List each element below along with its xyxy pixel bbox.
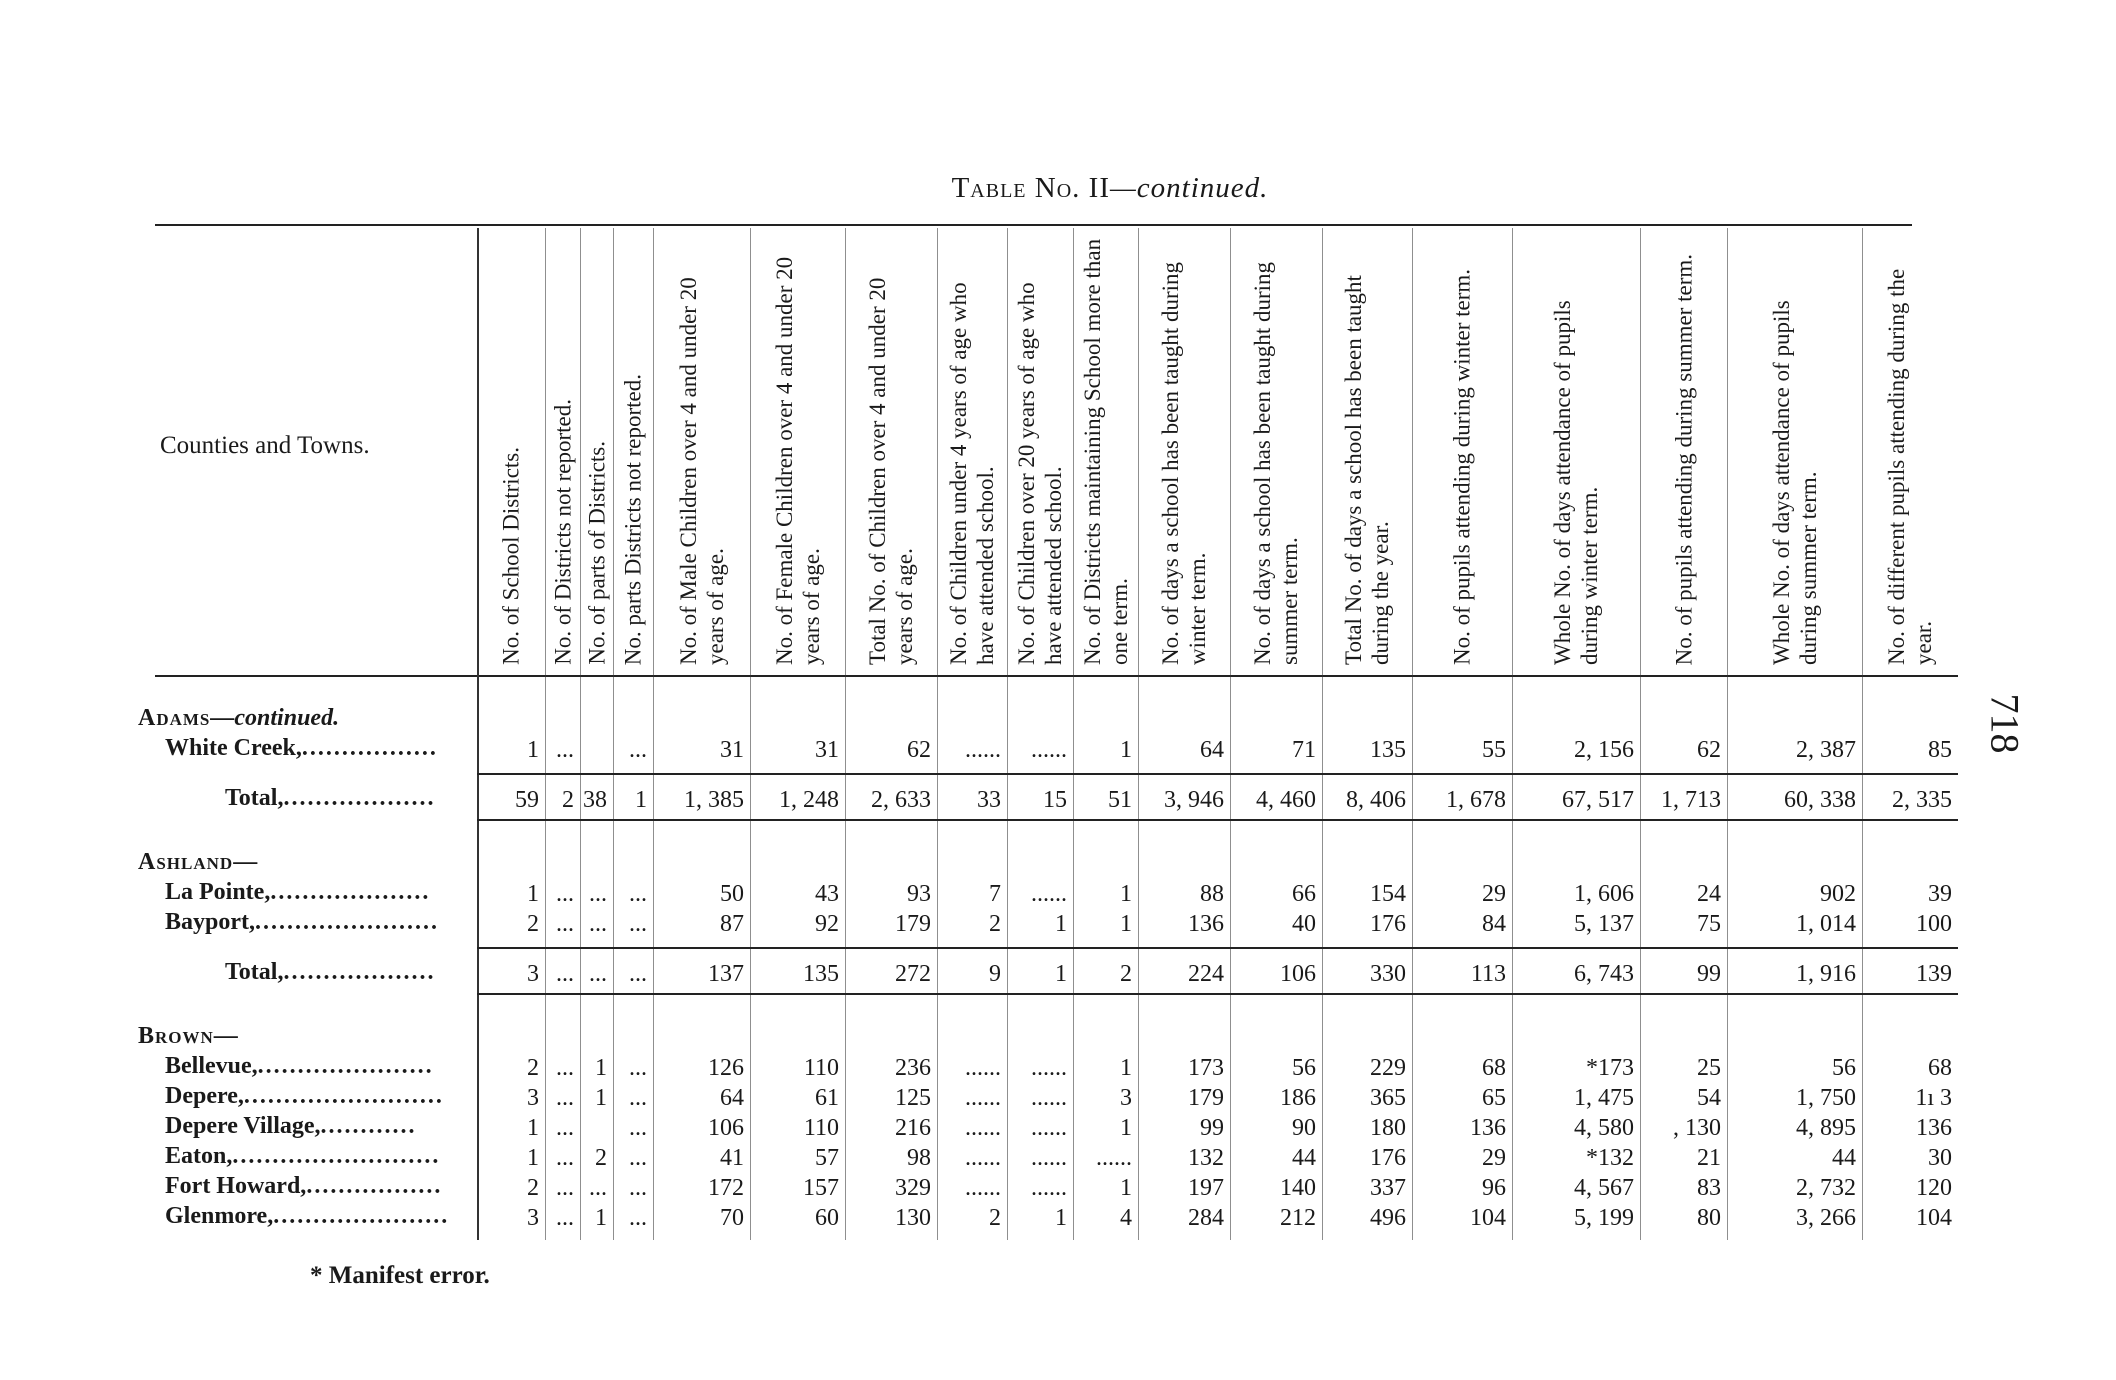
table-cell: 197 <box>1188 1175 1224 1201</box>
table-cell: 157 <box>803 1175 839 1201</box>
table-cell: 39 <box>1928 881 1952 907</box>
table-cell: 93 <box>907 881 931 907</box>
table-cell <box>580 1113 613 1143</box>
table-cell: 4, 580 <box>1574 1115 1634 1141</box>
table-cell: 4, 460 <box>1256 787 1316 813</box>
table-cell: 99 <box>1697 961 1721 987</box>
footnote: * Manifest error. <box>310 1262 490 1289</box>
table-cell: ... <box>629 1115 647 1141</box>
column-header-text: No. of Male Children over 4 and under 20 years of age. <box>675 277 728 665</box>
row-label-text: White Creek, <box>165 735 302 761</box>
table-cell: ...... <box>965 1055 1001 1081</box>
table-cell: 44 <box>1292 1145 1316 1171</box>
table-cell: 1, 014 <box>1796 911 1856 937</box>
table-cell: 236 <box>895 1055 931 1081</box>
table-cell: 99 <box>1200 1115 1224 1141</box>
table-cell: 2, 633 <box>871 787 931 813</box>
table-cell: 126 <box>708 1055 744 1081</box>
table-cell: 1 <box>527 1115 539 1141</box>
row-label-text: Depere, <box>165 1083 244 1109</box>
table-cell: ... <box>556 911 574 937</box>
column-header <box>750 228 845 673</box>
column-header-text: No. of Districts not reported. <box>550 399 575 665</box>
county-name: Adams <box>138 705 211 731</box>
table-cell: 3, 946 <box>1164 787 1224 813</box>
table-cell: *173 <box>1586 1055 1634 1081</box>
table-cell: 2, 335 <box>1892 787 1952 813</box>
table-cell: 106 <box>1280 961 1316 987</box>
column-header-text: No. of Female Children over 4 and under 20 years of age. <box>771 256 824 665</box>
table-cell: 365 <box>1370 1085 1406 1111</box>
table-cell: 2 <box>527 911 539 937</box>
table-cell: ...... <box>1031 1115 1067 1141</box>
table-cell: 100 <box>1916 911 1952 937</box>
row-label <box>165 1083 444 1110</box>
table-cell: 2, 387 <box>1796 737 1856 763</box>
group-separator-rule <box>477 993 1958 995</box>
table-cell: 130 <box>895 1205 931 1231</box>
table-cell: 1 <box>1120 911 1132 937</box>
table-cell: 2 <box>527 1175 539 1201</box>
table-cell: 154 <box>1370 881 1406 907</box>
table-cell: 1, 713 <box>1661 787 1721 813</box>
column-header <box>937 228 1007 673</box>
header-bottom-rule <box>155 675 1958 677</box>
county-suffix: — <box>233 849 258 875</box>
row-label <box>165 1113 417 1140</box>
row-label-text: Eaton, <box>165 1143 233 1169</box>
column-header-text: No. of Districts maintaining School more than one term. <box>1079 238 1132 665</box>
table-cell: ...... <box>1031 1055 1067 1081</box>
subtotal-rule <box>477 773 1958 775</box>
table-cell: 1 <box>527 737 539 763</box>
table-cell: 1, 750 <box>1796 1085 1856 1111</box>
table-cell: 64 <box>1200 737 1224 763</box>
column-header-text: No. parts Districts not reported. <box>620 373 646 665</box>
table-cell: 65 <box>1482 1085 1506 1111</box>
table-cell: 84 <box>1482 911 1506 937</box>
table-cell: 40 <box>1292 911 1316 937</box>
table-cell: 3, 266 <box>1796 1205 1856 1231</box>
column-header <box>477 228 545 673</box>
table-cell: 135 <box>803 961 839 987</box>
row-label <box>165 735 438 762</box>
table-cell: ...... <box>965 1145 1001 1171</box>
table-cell: 137 <box>708 961 744 987</box>
column-header <box>1322 228 1412 673</box>
table-cell: 98 <box>907 1145 931 1171</box>
table-cell: 2, 156 <box>1574 737 1634 763</box>
column-header <box>845 228 937 673</box>
table-cell: 1, 606 <box>1574 881 1634 907</box>
table-cell: 179 <box>895 911 931 937</box>
table-cell: 176 <box>1370 1145 1406 1171</box>
table-cell <box>580 735 613 765</box>
table-cell: 62 <box>1697 737 1721 763</box>
table-cell: 30 <box>1928 1145 1952 1171</box>
table-cell: ... <box>556 737 574 763</box>
table-cell: ... <box>556 1085 574 1111</box>
column-header <box>1412 228 1512 673</box>
row-label-text: Bayport, <box>165 909 255 935</box>
total-label <box>225 785 435 812</box>
table-cell: 1 <box>635 787 647 813</box>
county-suffix: —continued. <box>210 705 340 731</box>
table-cell: 272 <box>895 961 931 987</box>
table-cell: 179 <box>1188 1085 1224 1111</box>
table-cell: 180 <box>1370 1115 1406 1141</box>
column-header <box>613 228 653 673</box>
table-cell: 1 <box>1120 881 1132 907</box>
table-cell: ... <box>629 1145 647 1171</box>
column-header-text: No. of different pupils attending during the year. <box>1884 268 1936 665</box>
table-cell: ...... <box>965 737 1001 763</box>
table-cell: ... <box>589 881 607 907</box>
leader-dots: .......................... <box>232 1143 441 1169</box>
table-cell: 66 <box>1292 881 1316 907</box>
table-cell: 136 <box>1188 911 1224 937</box>
column-header-text: Total No. of days a school has been taught during the year. <box>1341 275 1393 665</box>
table-cell: ... <box>556 1175 574 1201</box>
table-cell: ... <box>629 1175 647 1201</box>
table-cell: ... <box>589 961 607 987</box>
county-name: Ashland <box>138 849 234 875</box>
table-cell: 67, 517 <box>1562 787 1634 813</box>
table-cell: 64 <box>720 1085 744 1111</box>
table-cell: 1 <box>595 1085 607 1111</box>
table-cell: 496 <box>1370 1205 1406 1231</box>
table-cell: 1 <box>1055 911 1067 937</box>
table-cell: 21 <box>1697 1145 1721 1171</box>
row-label <box>165 1053 434 1080</box>
table-cell: 80 <box>1697 1205 1721 1231</box>
table-cell: 29 <box>1482 1145 1506 1171</box>
leader-dots: ......................... <box>243 1083 444 1109</box>
table-cell: ... <box>556 881 574 907</box>
table-cell: 31 <box>815 737 839 763</box>
table-cell: 172 <box>708 1175 744 1201</box>
table-cell: 2 <box>527 1055 539 1081</box>
table-cell: 6, 743 <box>1574 961 1634 987</box>
table-cell: 2, 732 <box>1796 1175 1856 1201</box>
table-cell: 68 <box>1482 1055 1506 1081</box>
table-cell: 1, 248 <box>779 787 839 813</box>
row-label-text: Depere Village, <box>165 1113 321 1139</box>
table-cell: 104 <box>1916 1205 1952 1231</box>
leader-dots: ................. <box>306 1173 443 1199</box>
table-cell: ...... <box>965 1115 1001 1141</box>
group-separator-rule <box>477 819 1958 821</box>
table-cell: 3 <box>1120 1085 1132 1111</box>
county-heading <box>138 849 257 876</box>
table-cell: 216 <box>895 1115 931 1141</box>
column-header <box>1007 228 1073 673</box>
column-header-text: No. of School Districts. <box>498 447 524 665</box>
table-cell: 62 <box>907 737 931 763</box>
table-cell: ...... <box>965 1175 1001 1201</box>
table-title-main: Table No. II <box>951 172 1110 204</box>
table-cell: 2 <box>562 787 574 813</box>
column-header <box>1512 228 1640 673</box>
row-label-text: Total, <box>225 959 284 985</box>
column-header-text: No. of Children over 20 years of age who have attended school. <box>1014 282 1066 665</box>
leader-dots: ................. <box>301 735 438 761</box>
table-cell: 176 <box>1370 911 1406 937</box>
table-cell: 9 <box>989 961 1001 987</box>
table-cell: 229 <box>1370 1055 1406 1081</box>
table-cell: 29 <box>1482 881 1506 907</box>
table-cell: ... <box>556 1055 574 1081</box>
row-label-text: Glenmore, <box>165 1203 274 1229</box>
table-cell: 60, 338 <box>1784 787 1856 813</box>
table-cell: 902 <box>1820 881 1856 907</box>
table-cell: 24 <box>1697 881 1721 907</box>
column-header-text: No. of parts of Districts. <box>584 441 609 665</box>
row-label <box>165 1203 449 1230</box>
table-cell: 59 <box>515 787 539 813</box>
column-header <box>653 228 750 673</box>
table-cell: 135 <box>1370 737 1406 763</box>
table-cell: ...... <box>1096 1145 1132 1171</box>
leader-dots: ...................... <box>273 1203 450 1229</box>
page-number: 718 <box>1982 693 2028 754</box>
table-cell: 1 <box>527 1145 539 1171</box>
table-cell: 2 <box>989 1205 1001 1231</box>
table-cell: 284 <box>1188 1205 1224 1231</box>
table-cell: 57 <box>815 1145 839 1171</box>
table-cell: 33 <box>977 787 1001 813</box>
table-cell: 87 <box>720 911 744 937</box>
table-cell: ... <box>589 911 607 937</box>
table-cell: 88 <box>1200 881 1224 907</box>
table-cell: 4, 567 <box>1574 1175 1634 1201</box>
table-cell: 4 <box>1120 1205 1132 1231</box>
top-rule <box>155 224 1912 226</box>
table-cell: 1 <box>1120 1115 1132 1141</box>
leader-dots: ............ <box>320 1113 417 1139</box>
county-suffix: — <box>213 1023 238 1049</box>
table-cell: ... <box>556 1145 574 1171</box>
column-header <box>1138 228 1230 673</box>
table-cell: , 130 <box>1673 1115 1721 1141</box>
table-cell: 56 <box>1292 1055 1316 1081</box>
table-cell: 132 <box>1188 1145 1224 1171</box>
table-title <box>560 172 1660 205</box>
table-cell: ...... <box>1031 1145 1067 1171</box>
table-cell: 38 <box>583 787 607 813</box>
column-header <box>1862 228 1958 673</box>
column-header-text: No. of pupils attending during summer term. <box>1671 253 1696 665</box>
row-label <box>165 909 439 936</box>
table-cell: 56 <box>1832 1055 1856 1081</box>
table-title-suffix: —continued. <box>1109 172 1269 204</box>
table-cell: 61 <box>815 1085 839 1111</box>
table-cell: 186 <box>1280 1085 1316 1111</box>
county-heading <box>138 1023 238 1050</box>
table-cell: 1, 385 <box>684 787 744 813</box>
table-cell: 125 <box>895 1085 931 1111</box>
table-cell: 96 <box>1482 1175 1506 1201</box>
table-cell: 68 <box>1928 1055 1952 1081</box>
table-cell: 8, 406 <box>1346 787 1406 813</box>
leader-dots: ....................... <box>255 909 439 935</box>
column-header-text: Total No. of Children over 4 and under 20 years of age. <box>865 277 917 665</box>
column-header <box>545 228 580 673</box>
table-cell: ... <box>556 1115 574 1141</box>
total-label <box>225 959 435 986</box>
table-cell: ... <box>556 1205 574 1231</box>
table-cell: 136 <box>1470 1115 1506 1141</box>
row-label-text: Fort Howard, <box>165 1173 307 1199</box>
row-label <box>165 879 430 906</box>
table-cell: 113 <box>1470 961 1506 987</box>
table-cell: 3 <box>527 961 539 987</box>
table-cell: 139 <box>1916 961 1952 987</box>
table-cell: 104 <box>1470 1205 1506 1231</box>
table-cell: 1, 475 <box>1574 1085 1634 1111</box>
table-cell: 1 <box>1120 1175 1132 1201</box>
table-cell: 3 <box>527 1085 539 1111</box>
leader-dots: ...................... <box>257 1053 434 1079</box>
table-cell: ... <box>629 961 647 987</box>
table-cell: 329 <box>895 1175 931 1201</box>
table-cell: 43 <box>815 881 839 907</box>
table-cell: 140 <box>1280 1175 1316 1201</box>
row-header-label: Counties and Towns. <box>160 432 370 459</box>
table-cell: 1 <box>1120 737 1132 763</box>
table-cell: ... <box>629 911 647 937</box>
table-cell: 330 <box>1370 961 1406 987</box>
table-cell: 55 <box>1482 737 1506 763</box>
table-cell: 83 <box>1697 1175 1721 1201</box>
row-label-text: Total, <box>225 785 284 811</box>
table-cell: 173 <box>1188 1055 1224 1081</box>
table-cell: 1 <box>527 881 539 907</box>
table-cell: 136 <box>1916 1115 1952 1141</box>
table-cell: 1 <box>1055 1205 1067 1231</box>
table-cell: 70 <box>720 1205 744 1231</box>
column-header-text: No. of days a school has been taught during summer term. <box>1250 261 1302 665</box>
table-cell: 92 <box>815 911 839 937</box>
table-cell: ...... <box>1031 1175 1067 1201</box>
table-cell: 44 <box>1832 1145 1856 1171</box>
column-header <box>1727 228 1862 673</box>
table-cell: 90 <box>1292 1115 1316 1141</box>
table-cell: ... <box>589 1175 607 1201</box>
table-cell: 2 <box>989 911 1001 937</box>
table-cell: 2 <box>1120 961 1132 987</box>
table-cell: 3 <box>527 1205 539 1231</box>
table-cell: 110 <box>803 1115 839 1141</box>
table-cell: ... <box>629 881 647 907</box>
table-cell: 1ı 3 <box>1915 1085 1952 1111</box>
table-cell: 1, 678 <box>1446 787 1506 813</box>
column-header-text: No. of Children under 4 years of age who have attended school. <box>946 282 998 665</box>
column-header-text: Whole No. of days attendance of pupils during summer term. <box>1768 300 1821 665</box>
table-cell: 7 <box>989 881 1001 907</box>
table-cell: ...... <box>1031 1085 1067 1111</box>
row-label <box>165 1143 440 1170</box>
column-header <box>1073 228 1138 673</box>
table-cell: ... <box>629 1085 647 1111</box>
column-header-text: No. of days a school has been taught during winter term. <box>1158 261 1210 665</box>
table-cell: 106 <box>708 1115 744 1141</box>
table-cell: 41 <box>720 1145 744 1171</box>
table-cell: 1 <box>1120 1055 1132 1081</box>
column-header <box>1230 228 1322 673</box>
table-cell: 1, 916 <box>1796 961 1856 987</box>
table-cell: 51 <box>1108 787 1132 813</box>
table-cell: 85 <box>1928 737 1952 763</box>
table-cell: 224 <box>1188 961 1224 987</box>
row-label-text: La Pointe, <box>165 879 271 905</box>
table-cell: 1 <box>595 1055 607 1081</box>
table-cell: 1 <box>595 1205 607 1231</box>
column-header <box>1640 228 1727 673</box>
table-cell: ...... <box>1031 737 1067 763</box>
column-header <box>580 228 613 673</box>
table-cell: 337 <box>1370 1175 1406 1201</box>
leader-dots: ................... <box>283 959 436 985</box>
table-cell: ... <box>629 1205 647 1231</box>
table-cell: ...... <box>965 1085 1001 1111</box>
table-cell: 25 <box>1697 1055 1721 1081</box>
table-cell: ... <box>556 961 574 987</box>
table-cell: ... <box>629 737 647 763</box>
table-cell: 71 <box>1292 737 1316 763</box>
table-cell: 50 <box>720 881 744 907</box>
table-cell: 31 <box>720 737 744 763</box>
table-cell: 110 <box>803 1055 839 1081</box>
table-cell: ... <box>629 1055 647 1081</box>
table-cell: 4, 895 <box>1796 1115 1856 1141</box>
table-cell: 120 <box>1916 1175 1952 1201</box>
table-cell: 75 <box>1697 911 1721 937</box>
table-cell: 15 <box>1043 787 1067 813</box>
table-cell: 2 <box>595 1145 607 1171</box>
table-cell: 54 <box>1697 1085 1721 1111</box>
table-cell: *132 <box>1586 1145 1634 1171</box>
row-label-text: Bellevue, <box>165 1053 258 1079</box>
table-cell: 60 <box>815 1205 839 1231</box>
county-heading <box>138 705 339 732</box>
table-cell: ...... <box>1031 881 1067 907</box>
subtotal-rule <box>477 947 1958 949</box>
leader-dots: .................... <box>270 879 431 905</box>
leader-dots: ................... <box>283 785 436 811</box>
column-header-text: Whole No. of days attendance of pupils during winter term. <box>1550 300 1602 665</box>
table-cell: 212 <box>1280 1205 1316 1231</box>
table-cell: 5, 199 <box>1574 1205 1634 1231</box>
table-cell: 5, 137 <box>1574 911 1634 937</box>
table-cell: 1 <box>1055 961 1067 987</box>
column-header-text: No. of pupils attending during winter term. <box>1449 268 1475 665</box>
row-label <box>165 1173 442 1200</box>
county-name: Brown <box>138 1023 214 1049</box>
